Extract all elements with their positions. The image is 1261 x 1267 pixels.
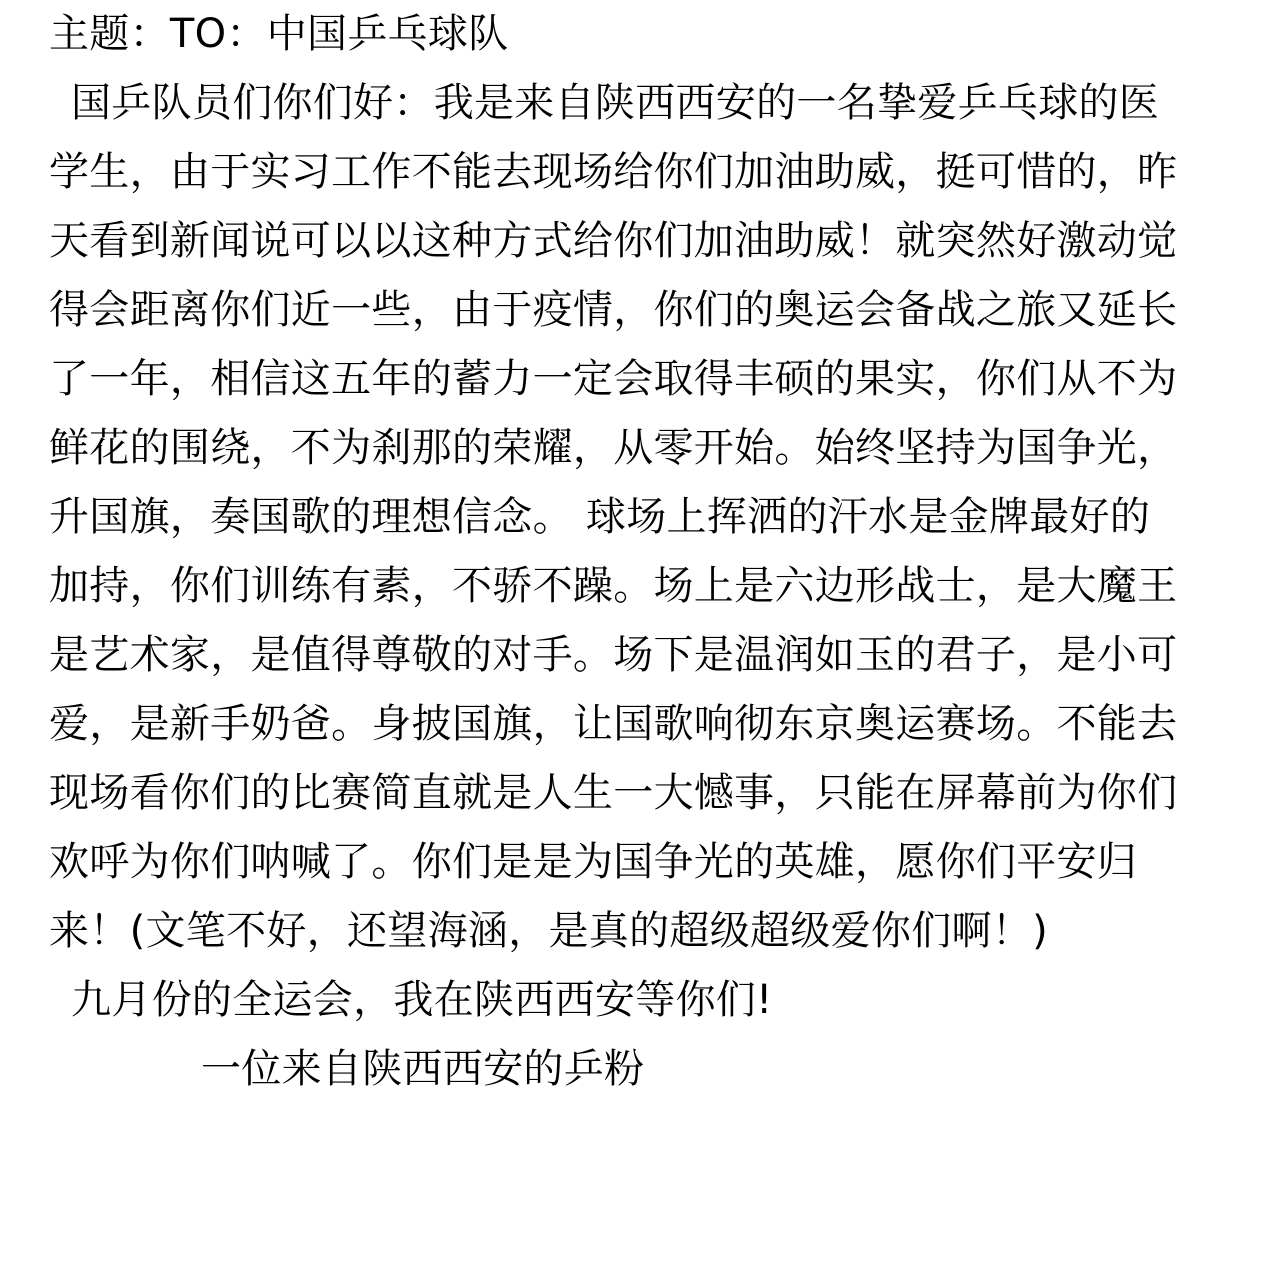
letter-document: [49, 0, 1229, 1104]
body-line: 国乒队员们你们好：我是来自陕西西安的一名挚爱乒乓球的医: [71, 80, 1160, 126]
body-line: 欢呼为你们呐喊了。你们是是为国争光的英雄，愿你们平安归: [49, 839, 1138, 885]
body-line: 是艺术家，是值得尊敬的对手。场下是温润如玉的君子，是小可: [49, 632, 1178, 678]
body-line: 来！(文笔不好，还望海涵，是真的超级超级爱你们啊！): [49, 908, 1049, 954]
body-line: 天看到新闻说可以以这种方式给你们加油助威！就突然好激动觉: [49, 218, 1178, 264]
subject-line: 主题：TO：中国乒乓球队: [49, 11, 509, 57]
body-line: 了一年，相信这五年的蓄力一定会取得丰硕的果实，你们从不为: [49, 356, 1178, 402]
body-line: 升国旗，奏国歌的理想信念。 球场上挥洒的汗水是金牌最好的: [49, 494, 1151, 540]
body-line: 得会距离你们近一些，由于疫情，你们的奥运会备战之旅又延长: [49, 287, 1178, 333]
body-line: 学生，由于实习工作不能去现场给你们加油助威，挺可惜的，昨: [49, 149, 1178, 195]
closing-line: 九月份的全运会，我在陕西西安等你们!: [71, 977, 773, 1023]
body-line: 鲜花的围绕，不为刹那的荣耀，从零开始。始终坚持为国争光，: [49, 425, 1178, 471]
signature: 一位来自陕西西安的乒粉: [201, 1046, 645, 1092]
body-line: 现场看你们的比赛简直就是人生一大憾事，只能在屏幕前为你们: [49, 770, 1178, 816]
body-line: 加持，你们训练有素，不骄不躁。场上是六边形战士，是大魔王: [49, 563, 1178, 609]
body-line: 爱，是新手奶爸。身披国旗，让国歌响彻东京奥运赛场。不能去: [49, 701, 1178, 747]
